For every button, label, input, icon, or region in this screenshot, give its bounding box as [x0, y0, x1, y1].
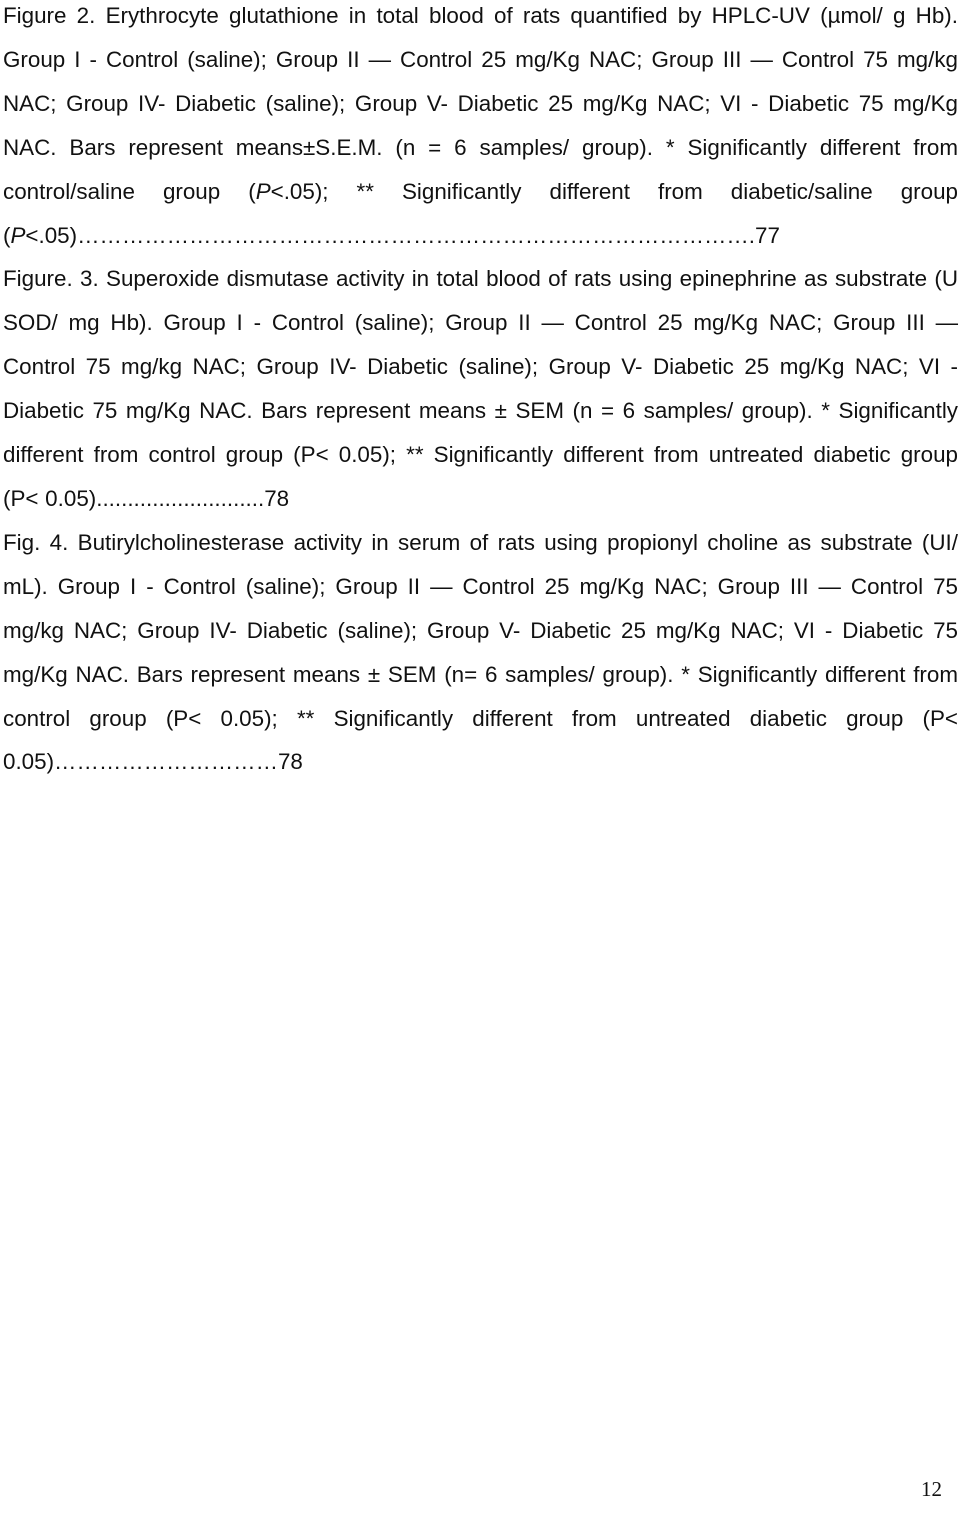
figure-4-dot-leader: …………………………: [54, 749, 278, 775]
figure-3-caption: Superoxide dismutase activity in total blood of rats using epinephrine as substrate (U SOD/ mg Hb). Group I - Control (saline); Group II — Control 25 mg/Kg NAC; Group III — Control 75 mg/kg NAC; Group IV- Diabetic (saline); Group V- Diabetic 25 mg/Kg NAC; VI - Diabetic 75 mg/Kg NAC. Bars represent means ± SEM (n = 6 samples/ group). * Significantly different from control group (P< 0.05); ** Significantly different from untreated diabetic group (P< 0.05): [3, 266, 958, 511]
figure-2-label: Figure 2.: [3, 3, 96, 28]
figure-2-caption-cont: <.05); ** Significantly different from diabetic/saline group (: [3, 178, 958, 248]
figure-entry-3: [3, 257, 958, 520]
figure-entry-4: [3, 521, 958, 784]
figure-2-page-ref: 77: [755, 222, 780, 248]
figure-2-dot-leader: ……………………………………………………………………………….: [77, 222, 756, 248]
figure-3-page-ref: 78: [264, 485, 290, 511]
figure-2-caption: Erythrocyte glutathione in total blood of rats quantified by HPLC-UV (µmol/ g Hb). Group I - Control (saline); Group II — Control 25 mg/Kg NAC; Group III — Control 75 mg/kg NAC; Group IV- Diabetic (saline); Group V- Diabetic 25 mg/Kg NAC; VI - Diabetic 75 mg/Kg NAC. Bars represent means±S.E.M. (n = 6 samples/ group). * Significantly different from control/saline group (: [3, 3, 958, 204]
figure-2-p-symbol-2: P: [10, 222, 26, 248]
figure-2-caption-end: <.05): [25, 222, 78, 248]
figure-3-label: Figure. 3.: [3, 266, 99, 292]
figure-2-p-symbol: P: [255, 178, 271, 204]
figure-4-label: Fig. 4.: [3, 529, 69, 555]
figure-3-dot-leader: ...........................: [96, 485, 265, 511]
page-number: 12: [921, 1477, 942, 1501]
figure-4-page-ref: 78: [277, 749, 303, 775]
figure-entry-2: [3, 0, 958, 257]
list-of-figures: [3, 0, 958, 784]
figure-4-caption: Butirylcholinesterase activity in serum of rats using propionyl choline as substrate (UI/ mL). Group I - Control (saline); Group II — Control 25 mg/Kg NAC; Group III — Control 75 mg/kg NAC; Group IV- Diabetic (saline); Group V- Diabetic 25 mg/Kg NAC; VI - Diabetic 75 mg/Kg NAC. Bars represent means ± SEM (n= 6 samples/ group). * Significantly different from control group (P< 0.05); ** Significantly different from untreated diabetic group (P< 0.05): [3, 529, 958, 775]
